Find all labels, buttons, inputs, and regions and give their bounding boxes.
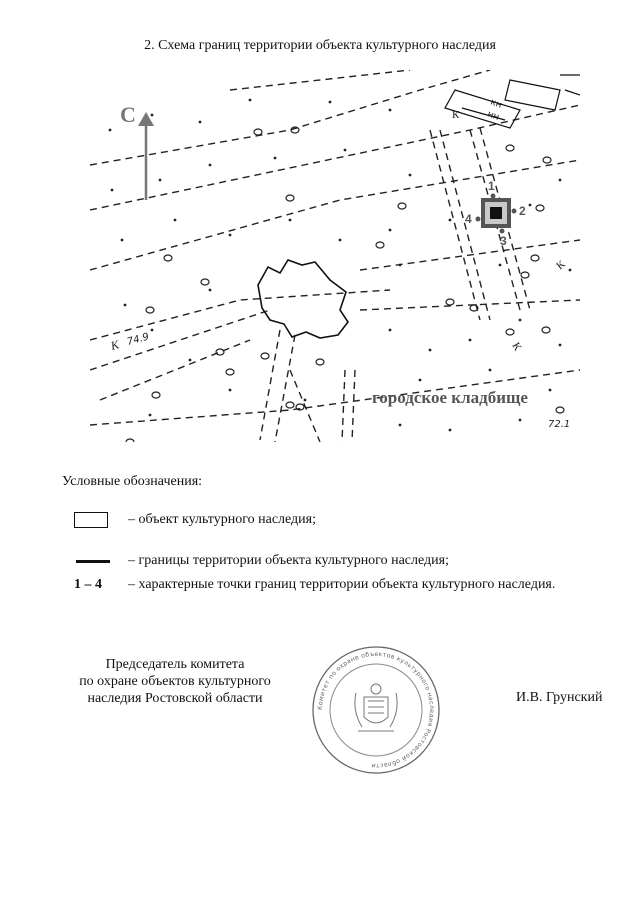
legend-item-object [62, 510, 622, 532]
position-line: наследия Ростовской области [87, 691, 263, 706]
legend-item-text: – объект культурного наследия; [128, 512, 316, 527]
cemetery-label: городское кладбище [372, 388, 528, 407]
official-seal [308, 645, 444, 775]
legend-heading: Условные обозначения: [62, 474, 203, 489]
building-label-nn: нн [485, 109, 501, 123]
north-label: С [120, 102, 136, 127]
signatory-position [60, 656, 290, 707]
map-road-lines [90, 70, 580, 442]
map-letter-k: К [452, 109, 460, 121]
building-label-kn: кн [488, 97, 504, 111]
map-letter-k: К [509, 340, 524, 353]
boundary-point-1 [491, 194, 496, 199]
border-line-symbol [76, 560, 110, 563]
map-letter-k: К [554, 258, 568, 273]
map-letter-k: К [109, 337, 121, 353]
elevation-label: 72.1 [548, 419, 571, 430]
boundary-point-label-1: 1 [488, 179, 495, 193]
boundary-point-2 [512, 209, 517, 214]
north-arrow [120, 102, 154, 200]
church-footprint [258, 260, 348, 338]
legend-item-text: – характерные точки границ территории объекта культурного наследия. [128, 577, 556, 592]
object-box-symbol [74, 512, 108, 528]
document-title: 2. Схема границ территории объекта культурного наследия [144, 38, 496, 53]
legend-item-text: – границы территории объекта культурного наследия; [128, 553, 449, 568]
coat-of-arms-emblem [355, 684, 397, 731]
svg-text:Комитет по охране объектов кул [317, 650, 435, 769]
boundary-map [90, 70, 580, 442]
boundary-point-3 [500, 229, 505, 234]
position-line: Председатель комитета [105, 657, 245, 672]
legend-item-border [62, 551, 622, 573]
object-boundary [465, 179, 526, 248]
boundary-point-label-4: 4 [465, 212, 472, 226]
elevation-label: 74.9 [125, 331, 151, 348]
position-line: по охране объектов культурного [79, 674, 271, 689]
signatory-name: И.В. Грунский [516, 690, 603, 705]
map-buildings [445, 75, 580, 128]
points-range-label: 1 – 4 [74, 577, 102, 592]
stamp-text: Комитет по охране объектов культурного наследия Ростовской области [316, 650, 436, 770]
boundary-point-label-2: 2 [519, 204, 526, 218]
boundary-point-4 [476, 217, 481, 222]
map-point-symbols [109, 99, 572, 432]
legend-item-points [62, 575, 622, 597]
boundary-point-label-3: 3 [500, 234, 507, 248]
